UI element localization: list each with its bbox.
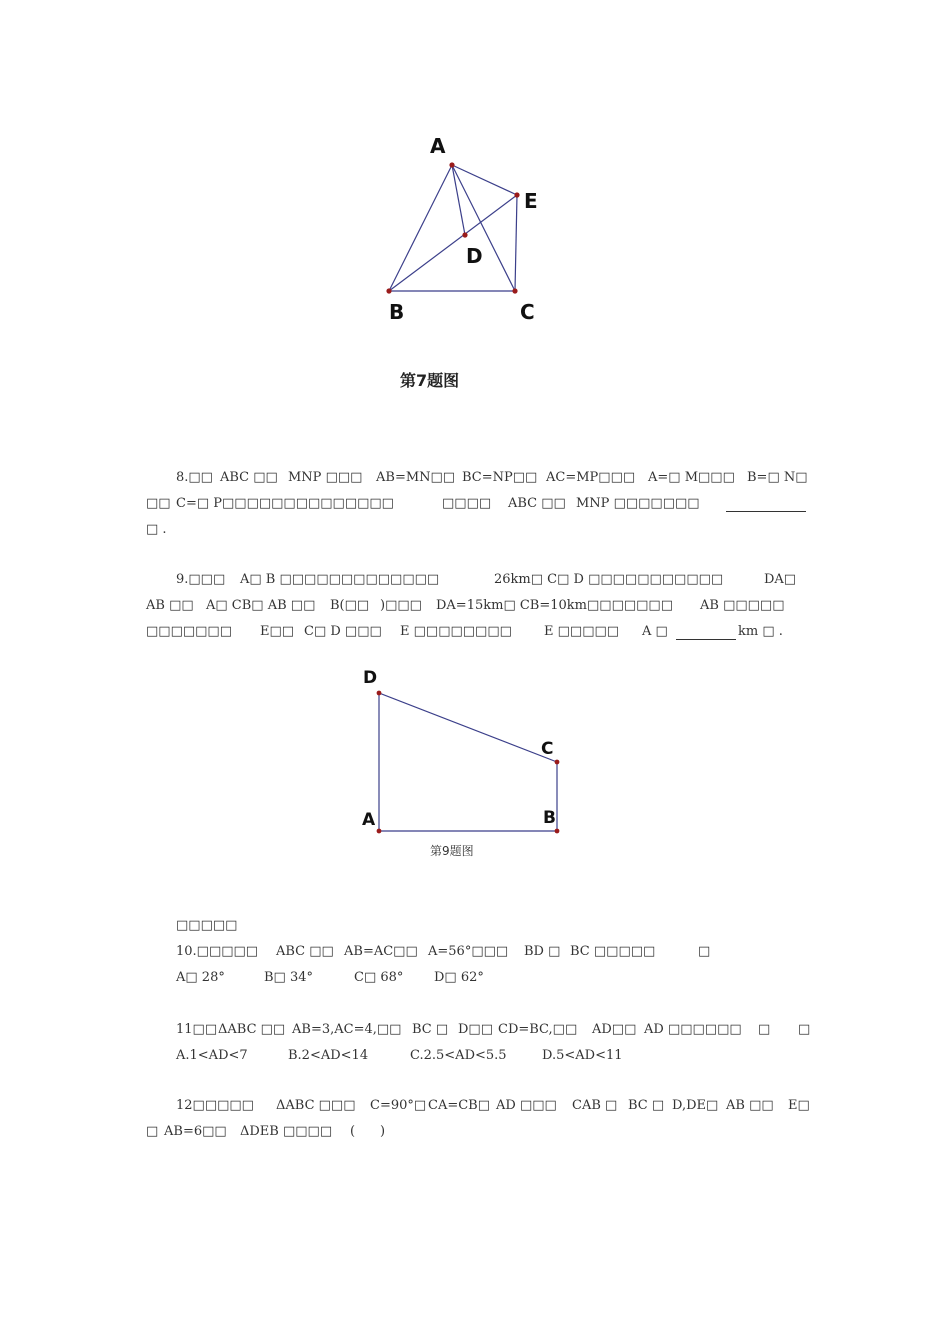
q9-text: DA□ xyxy=(764,572,797,587)
label-c: C xyxy=(541,739,554,759)
q9-text: 26km□ C□ D □□□□□□□□□□□ xyxy=(494,572,724,587)
q12-text: D,DE□ xyxy=(672,1098,719,1113)
q11-option-b[interactable]: B.2<AD<14 xyxy=(288,1048,369,1063)
q11-text: BC □ xyxy=(412,1022,449,1037)
q11-text: ΔABC □□ xyxy=(218,1022,286,1037)
q12-text: CA=CB□ xyxy=(428,1098,491,1113)
label-d: D xyxy=(466,244,483,268)
q8-text: □ . xyxy=(146,522,167,537)
q9-text: B(□□ xyxy=(330,598,370,613)
q8-text: ABC □□ xyxy=(508,496,566,511)
point-d xyxy=(462,232,467,237)
q8-text: AC=MP□□□ xyxy=(546,470,636,485)
q12-text: AB=6□□ xyxy=(164,1124,227,1139)
q9-text: A□ CB□ AB □□ xyxy=(206,598,316,613)
q12-text: CAB □ xyxy=(572,1098,618,1113)
point-b xyxy=(386,288,391,293)
q9-text: C□ D □□□ xyxy=(304,624,382,639)
figure-9-caption: 第9题图 xyxy=(430,844,474,858)
q11-text: AB=3,AC=4,□□ xyxy=(292,1022,402,1037)
q10-text: A=56°□□□ xyxy=(428,944,509,959)
q12-text: ΔABC □□□ xyxy=(276,1098,356,1113)
point-a xyxy=(377,829,382,834)
figure-7-caption: 第7题图 xyxy=(400,371,460,390)
label-b: B xyxy=(389,300,405,324)
q12-text: 12□□□□□ xyxy=(176,1098,254,1113)
q9-text: km □ . xyxy=(738,624,783,639)
label-b: B xyxy=(543,808,556,828)
label-a: A xyxy=(430,134,446,158)
q8-text: MNP □□□ xyxy=(288,470,363,485)
point-b xyxy=(555,829,560,834)
q9-text: DA=15km□ CB=10km□□□□□□□ xyxy=(436,598,673,613)
q8-answer-blank[interactable] xyxy=(726,496,806,512)
q11-text: 11□□ xyxy=(176,1022,218,1037)
q11-text: AD □□□□□□ xyxy=(644,1022,742,1037)
q9-text: )□□□ xyxy=(380,598,422,613)
q10-option-c[interactable]: C□ 68° xyxy=(354,970,404,985)
q10-text: BC □□□□□ xyxy=(570,944,656,959)
q11-option-d[interactable]: D.5<AD<11 xyxy=(542,1048,623,1063)
q11-option-c[interactable]: C.2.5<AD<5.5 xyxy=(410,1048,507,1063)
figure-7 xyxy=(370,125,560,335)
q8-text: AB=MN□□ xyxy=(376,470,456,485)
label-c: C xyxy=(520,300,535,324)
q8-text: 8.□□ xyxy=(176,470,213,485)
q8-text: BC=NP□□ xyxy=(462,470,538,485)
q11-text: □ xyxy=(798,1022,811,1037)
section-header: □□□□□ xyxy=(176,918,238,933)
q12-answer-paren-close[interactable]: ) xyxy=(380,1124,386,1139)
q10-text: □ xyxy=(698,944,711,959)
point-c xyxy=(512,288,517,293)
q10-option-a[interactable]: A□ 28° xyxy=(176,970,225,985)
q11-text: AD□□ xyxy=(592,1022,637,1037)
label-a: A xyxy=(362,810,376,830)
q8-text: □□□□ xyxy=(442,496,492,511)
q8-text: □□ xyxy=(146,496,171,511)
q12-text: □ xyxy=(146,1124,159,1139)
q9-text: 9.□□□ xyxy=(176,572,226,587)
q9-text: E □□□□□ xyxy=(544,624,620,639)
q11-option-a[interactable]: A.1<AD<7 xyxy=(176,1048,248,1063)
q9-text: AB □□□□□ xyxy=(700,598,785,613)
q9-answer-blank[interactable] xyxy=(676,624,736,640)
q8-text: ABC □□ xyxy=(220,470,278,485)
q11-text: D□□ xyxy=(458,1022,493,1037)
label-d: D xyxy=(363,668,378,688)
q12-text: C=90°□ xyxy=(370,1098,427,1113)
q12-answer-paren-open[interactable]: ( xyxy=(350,1124,356,1139)
q8-text: B=□ N□ xyxy=(747,470,808,485)
q10-text: BD □ xyxy=(524,944,561,959)
q8-text: MNP □□□□□□□ xyxy=(576,496,700,511)
q11-text: CD=BC,□□ xyxy=(498,1022,578,1037)
q10-text: 10.□□□□□ xyxy=(176,944,259,959)
point-d xyxy=(377,691,382,696)
q10-option-b[interactable]: B□ 34° xyxy=(264,970,314,985)
q12-text: AB □□ xyxy=(726,1098,774,1113)
q11-text: □ xyxy=(758,1022,771,1037)
label-e: E xyxy=(524,189,538,213)
q10-text: AB=AC□□ xyxy=(344,944,418,959)
q12-text: E□ xyxy=(788,1098,810,1113)
point-e xyxy=(514,192,519,197)
q8-text: A=□ M□□□ xyxy=(648,470,735,485)
q9-text: E □□□□□□□□ xyxy=(400,624,512,639)
q10-text: ABC □□ xyxy=(276,944,334,959)
q12-text: BC □ xyxy=(628,1098,665,1113)
q9-text: E□□ xyxy=(260,624,295,639)
q9-text: A □ xyxy=(642,624,668,639)
q8-text: C=□ P□□□□□□□□□□□□□□ xyxy=(176,496,394,511)
figure-9 xyxy=(355,665,580,865)
q12-text: AD □□□ xyxy=(496,1098,557,1113)
point-c xyxy=(555,760,560,765)
q9-text: □□□□□□□ xyxy=(146,624,232,639)
q12-text: ΔDEB □□□□ xyxy=(240,1124,333,1139)
point-a xyxy=(449,162,454,167)
q9-text: AB □□ xyxy=(146,598,194,613)
q10-option-d[interactable]: D□ 62° xyxy=(434,970,484,985)
q9-text: A□ B □□□□□□□□□□□□□ xyxy=(240,572,440,587)
